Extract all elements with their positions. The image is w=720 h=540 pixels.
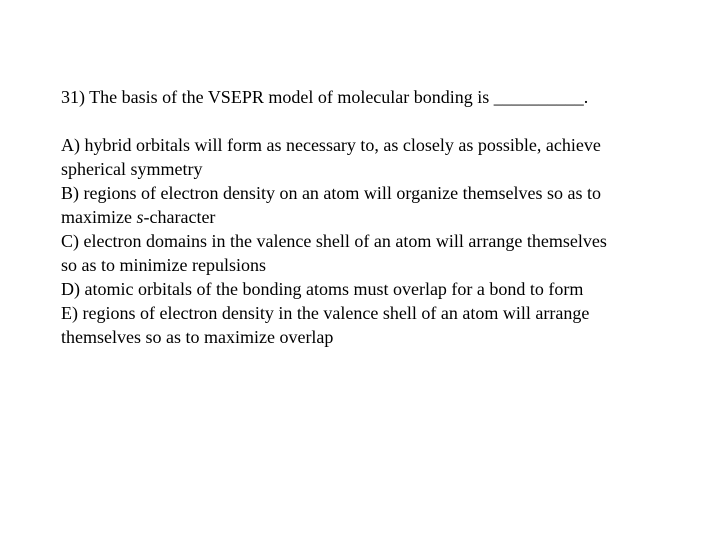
- option-d-line-1: D) atomic orbitals of the bonding atoms must overlap for a bond to form: [61, 279, 584, 299]
- option-a-line-2: spherical symmetry: [61, 159, 203, 179]
- option-c-line-2: so as to minimize repulsions: [61, 255, 266, 275]
- option-b-line-2-suffix: -character: [143, 207, 216, 227]
- option-e-line-2: themselves so as to maximize overlap: [61, 327, 334, 347]
- option-b-line-2-prefix: maximize: [61, 207, 137, 227]
- option-c-line-1: C) electron domains in the valence shell of an atom will arrange themselves: [61, 231, 607, 251]
- answer-options: [61, 133, 701, 349]
- option-b-italic-s: s: [136, 207, 144, 227]
- option-e-line-1: E) regions of electron density in the valence shell of an atom will arrange: [61, 303, 590, 323]
- option-a-line-1: A) hybrid orbitals will form as necessary to, as closely as possible, achieve: [61, 135, 601, 155]
- option-b-line-1: B) regions of electron density on an atom will organize themselves so as to: [61, 183, 602, 203]
- question-text: 31) The basis of the VSEPR model of molecular bonding is __________.: [61, 87, 589, 107]
- option-b-line-2: [61, 205, 701, 229]
